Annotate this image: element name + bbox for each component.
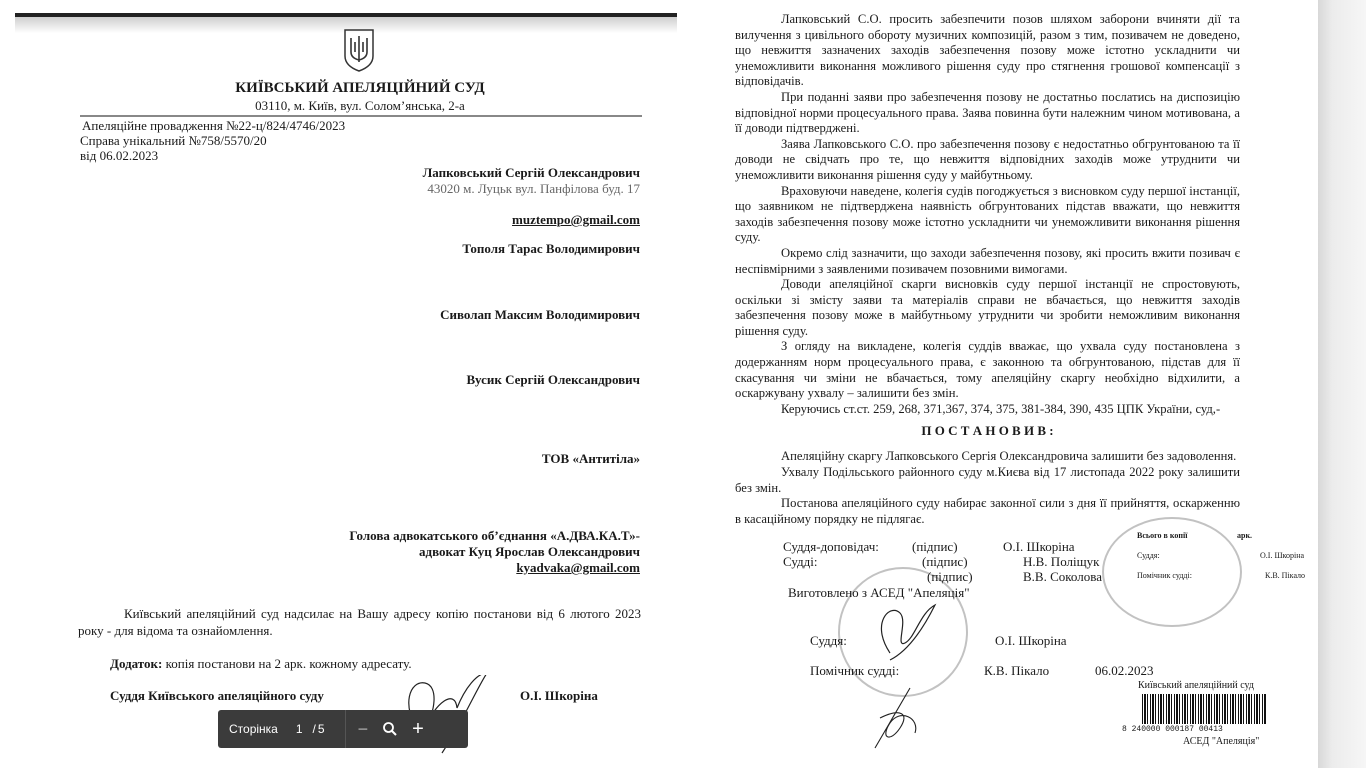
resolution-paragraph: Постанова апеляційного суду набирає законної сили з дня її прийняття, оскарженню в касаційному порядку не підлягає. <box>735 496 1240 526</box>
judge-label: Суддя: <box>810 633 847 649</box>
body-text: Київський апеляційний суд надсилає на Вашу адресу копію постанови від 6 лютого 2023 року - для відома та ознайомлення. <box>78 606 641 638</box>
judge-name: В.В. Соколова <box>1023 569 1102 585</box>
judge-name: О.І. Шкоріна <box>1003 539 1075 555</box>
judge-name: О.І. Шкоріна <box>995 633 1067 649</box>
coat-of-arms-icon <box>343 28 375 72</box>
resolution-paragraph: Ухвалу Подільського районного суду м.Києва від 17 листопада 2022 року залишити без змін. <box>735 465 1240 495</box>
total-pages: 5 <box>317 722 325 736</box>
rapporteur-label: Суддя-доповідач: <box>783 539 879 555</box>
recipient-email: kyadvaka@gmail.com <box>516 560 640 575</box>
resolution-heading: П О С Т А Н О В И В : <box>921 423 1054 439</box>
signature <box>870 603 950 663</box>
signature-role: Суддя Київського апеляційного суду <box>110 688 324 703</box>
body-paragraph: При поданні заяви про забезпечення позову не достатньо послатись на диспозицію відповідної норми процесуального права. Заява повинна бути належним чином мотивована, а її доводи підтверджені. <box>735 89 1240 136</box>
signed-mark: (підпис) <box>922 554 968 570</box>
stamp-assistant: К.В. Пікало <box>1265 571 1306 581</box>
case-line: Справа унікальний №758/5570/20 <box>80 133 267 148</box>
stamp-total: Всього в копії <box>1137 531 1188 541</box>
judge-name: Н.В. Поліщук <box>1023 554 1100 570</box>
body-paragraph: Лапковський С.О. просить забезпечити позов шляхом заборони вчиняти дії та вилучення з цивільного обороту музичних композицій, разом з тим, позивачем не доведено, що невжиття зазначених заходів забезпечення позову може істотно ускладнити чи унеможливити виконання можливого рішення суду про стягнення грошової компенсації з відповідачів. <box>735 12 1240 89</box>
certification-block <box>735 633 1260 753</box>
stamp-judge-label: Суддя: <box>1137 551 1160 561</box>
body-paragraph: Враховуючи наведене, колегія судів погоджується з висновком суду першої інстанції, що заявником не підтверджена наявність обгрунтованих підстав вважати, що невжиття заходів забезпечення позову може істотно ускладнити чи унеможливити виконання рішення суду. <box>735 183 1240 245</box>
document-page-2-content <box>735 12 1306 753</box>
page-label: Сторінка <box>229 722 278 736</box>
body-paragraph: З огляду на викладене, колегія суддів вважає, що ухвала суду постановлена з додержанням норм процесуального права, є законною та обгрунтованою, підстав для її скасування чи зміни не вбачається, тому апеляційну скаргу необхідно відхилити, а оскаржувану ухвалу – залишити без змін. <box>735 339 1240 401</box>
case-line: від 06.02.2023 <box>80 148 159 163</box>
viewer-background <box>1318 0 1366 768</box>
document-date: 06.02.2023 <box>1095 663 1154 679</box>
recipient: ТОВ «Антитіла» <box>541 451 640 466</box>
signed-mark: (підпис) <box>912 539 958 555</box>
attachment-text: копія постанови на 2 арк. кожному адресату. <box>162 656 412 671</box>
recipient: Голова адвокатського об’єднання «А.ДВА.КА.Т»- <box>349 528 640 543</box>
body-paragraph: Керуючись ст.ст. 259, 268, 371,367, 374, 375, 381-384, 390, 435 ЦПК України, суд,- <box>781 401 1221 416</box>
assistant-name: К.В. Пікало <box>984 663 1050 679</box>
zoom-in-button[interactable]: + <box>412 717 424 740</box>
case-line: Апеляційне провадження №22-ц/824/4746/2023 <box>82 118 346 133</box>
signature <box>865 683 935 753</box>
signed-mark: (підпис) <box>927 569 973 585</box>
made-from-label: Виготовлено з АСЕД "Апеляція" <box>788 585 970 601</box>
resolution-paragraph: Апеляційну скаргу Лапковського Сергія Олександровича залишити без задоволення. <box>781 449 1237 464</box>
attachment-label: Додаток: <box>110 656 163 671</box>
court-title: КИЇВСЬКИЙ АПЕЛЯЦІЙНИЙ СУД <box>235 80 485 96</box>
signatures-block <box>735 531 1306 603</box>
barcode <box>1142 694 1266 724</box>
barcode-system: АСЕД "Апеляція" <box>1183 736 1260 748</box>
judges-label: Судді: <box>783 554 818 570</box>
zoom-icon[interactable] <box>382 721 398 737</box>
body-paragraph: Окремо слід зазначити, що заходи забезпечення позову, які просить вжити позивач є неспівмірними з заявленими позивачем позовними вимогами. <box>735 245 1240 276</box>
stamp-assistant-label: Помічник судді: <box>1137 571 1192 581</box>
recipient: Лапковський Сергій Олександрович <box>422 165 640 180</box>
body-paragraph: Заява Лапковського С.О. про забезпечення позову є недостатньо обгрунтованою та її доводи не свідчать про те, що невжиття відповідних заходів може утруднити чи унеможливити виконання рішення суду у майбутньому. <box>735 136 1240 182</box>
recipient: Сиволап Максим Володимирович <box>440 307 640 322</box>
recipient-address: 43020 м. Луцьк вул. Панфілова буд. 17 <box>427 181 640 196</box>
court-address: 03110, м. Київ, вул. Солом’янська, 2-а <box>255 98 465 113</box>
recipient: Вусик Сергій Олександрович <box>466 372 640 387</box>
page-number-input[interactable]: 1 <box>295 722 303 736</box>
recipient: адвокат Куц Ярослав Олександрович <box>419 544 640 559</box>
assistant-label: Помічник судді: <box>810 663 900 679</box>
barcode-court: Київський апеляційний суд <box>1138 680 1255 692</box>
recipient: Тополя Тарас Володимирович <box>462 241 640 256</box>
barcode-number: 8 240000 000187 00413 <box>1122 725 1223 735</box>
body-paragraph: Доводи апеляційної скарги висновків суду першої інстанції не спростовують, оскільки зі змісту заяви та матеріалів справи не вбачається, що невжиття заходів забезпечення позову може в майбутньому утруднити чи зробити неможливим виконання рішення суду. <box>735 277 1240 338</box>
zoom-out-button[interactable]: − <box>357 718 369 739</box>
stamp-judge: О.І. Шкоріна <box>1260 551 1305 561</box>
recipient-email: muztempo@gmail.com <box>512 212 640 227</box>
signature-name: О.І. Шкоріна <box>520 688 598 703</box>
page-toolbar <box>218 710 468 748</box>
stamp-sheets: арк. <box>1237 531 1253 541</box>
page-separator: / <box>312 722 316 736</box>
